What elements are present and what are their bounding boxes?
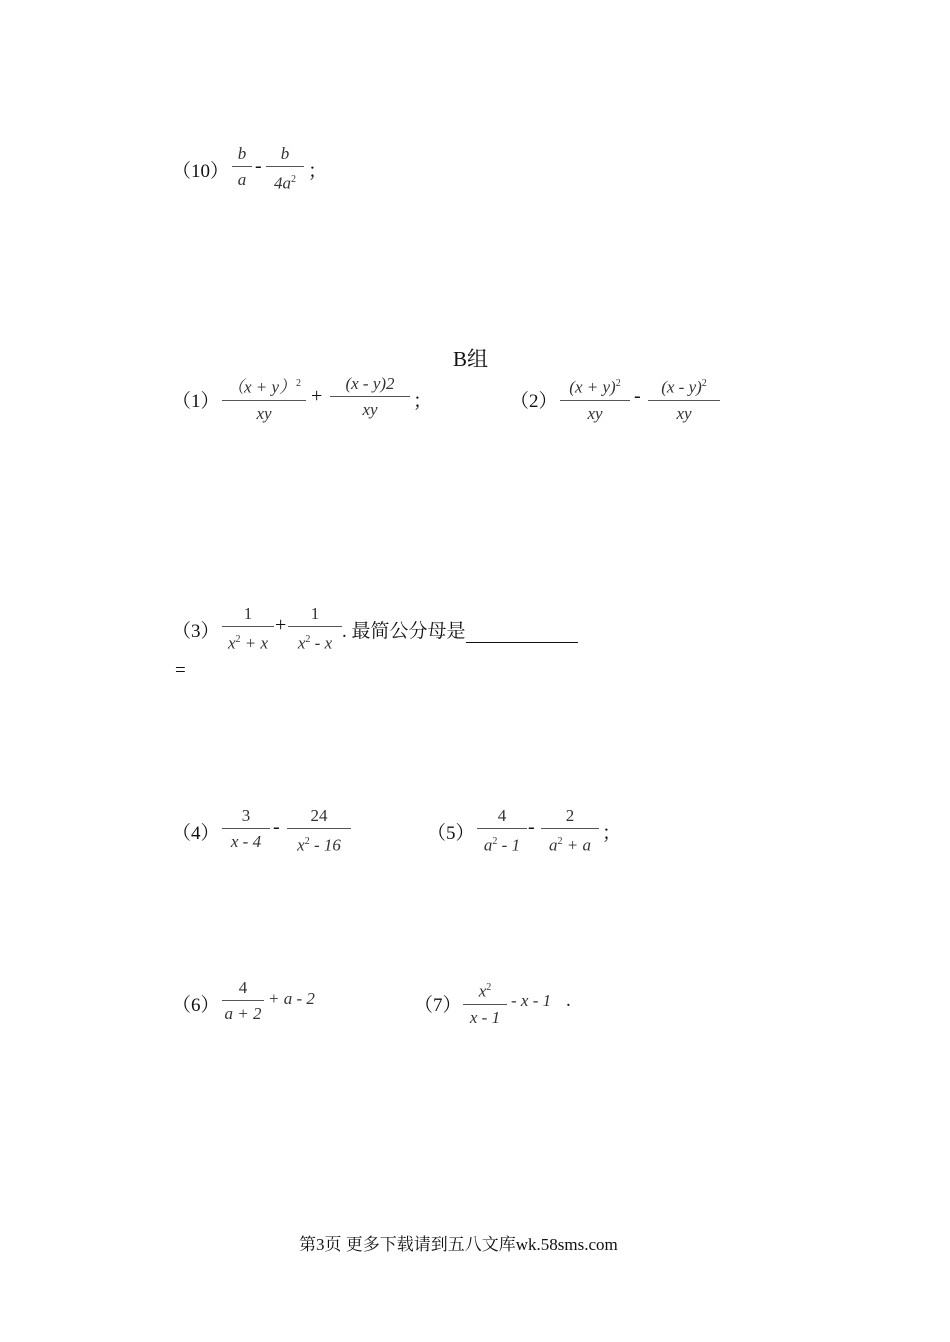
semicolon: ； [413,391,433,412]
page-footer: 第3页 更多下载请到五八文库wk.58sms.com [299,1235,618,1254]
fraction-bar [477,828,527,829]
denominator [477,831,527,857]
denominator-text: a [549,835,558,855]
exponent: 2 [305,634,311,645]
numerator: b [237,144,247,163]
exponent: 2 [701,378,707,389]
denominator-text: - 1 [497,835,521,855]
fraction-bar [222,1000,264,1001]
fraction [222,373,306,425]
denominator: x - 1 [469,1007,501,1027]
denominator [222,629,274,655]
operator: - [255,155,262,177]
numerator [648,373,720,399]
denominator-text: a [483,835,493,855]
numerator: 24 [310,806,328,825]
section-heading: B组 [453,347,489,371]
equals-sign: = [175,660,186,681]
numerator: 1 [243,604,253,623]
exponent: 2 [235,634,241,645]
problem-label: （6） [172,995,220,1016]
numerator [463,977,507,1003]
numerator: b [280,144,290,163]
operator: + [311,385,323,407]
fraction-bar [330,396,410,397]
denominator: x - 4 [230,832,262,851]
denominator-text: + a [562,835,591,855]
fraction [541,805,599,857]
fraction-bar [541,828,599,829]
numerator-text: x [478,981,487,1001]
fraction-bar [222,400,306,401]
denominator-text: + x [240,633,269,653]
fraction [648,373,720,425]
fraction [222,805,270,853]
fraction [560,373,630,425]
problem-label: （1） [172,391,220,412]
numerator-text: (x - y) [661,377,702,397]
denominator [287,831,351,857]
denominator [541,831,599,857]
fraction [477,805,527,857]
numerator: 4 [238,978,248,997]
fraction-bar [648,400,720,401]
fraction [266,143,304,195]
problem-label: （2） [510,391,558,412]
numerator: 1 [310,604,320,623]
fraction-bar [222,626,274,627]
problem-label: （10） [172,161,230,182]
denominator [288,629,342,655]
instruction-text: . 最简公分母是 [342,621,466,642]
problem-label: （4） [172,823,220,844]
denominator-text: x [227,633,236,653]
exponent: 2 [291,174,296,185]
expression-tail: + a - 2 [268,989,315,1008]
fraction [288,603,342,655]
operator: - [634,385,641,407]
semicolon: ； [602,823,622,844]
denominator: xy [676,403,692,423]
exponent: 2 [615,378,621,389]
numerator: 2 [565,806,575,825]
fraction [287,805,351,857]
exponent: 2 [557,836,563,847]
denominator-text: - 16 [309,835,341,855]
fraction [232,143,252,191]
denominator: a + 2 [224,1004,262,1023]
numerator [222,373,306,399]
fraction-bar [266,166,304,167]
fraction-bar [287,828,351,829]
denominator-text: x [297,633,306,653]
expression-tail: - x - 1 [511,991,552,1010]
denominator: xy [362,400,378,419]
operator: + [275,614,287,636]
denominator: xy [587,403,603,423]
period: . [566,990,571,1011]
numerator [560,373,630,399]
problem-label: （3） [172,621,220,642]
numerator-text: (x + y) [569,377,616,397]
numerator: 4 [497,806,507,825]
fraction-bar [232,166,252,167]
fraction-bar [222,828,270,829]
exponent: 2 [296,378,302,389]
fraction-bar [288,626,342,627]
denominator [266,169,304,195]
operator: - [273,816,280,838]
denominator-text: x [297,835,305,855]
problem-label: （5） [427,823,475,844]
denominator: a [237,170,247,189]
exponent: 2 [486,982,492,993]
fraction-bar [463,1004,507,1005]
numerator-text: （x + y） [226,377,297,397]
fraction [222,603,274,655]
semicolon: ； [308,161,328,182]
problem-text [342,616,578,643]
numerator: 3 [241,806,251,825]
answer-blank[interactable] [466,622,578,643]
fraction-bar [560,400,630,401]
numerator: (x - y)2 [345,374,395,393]
exponent: 2 [492,836,498,847]
exponent: 2 [304,836,310,847]
operator: - [528,816,535,838]
denominator-text: 4a [274,173,291,193]
fraction [330,373,410,421]
denominator-text: - x [310,633,333,653]
fraction [222,977,264,1025]
fraction [463,977,507,1029]
denominator: xy [256,403,272,423]
problem-label: （7） [414,995,462,1016]
